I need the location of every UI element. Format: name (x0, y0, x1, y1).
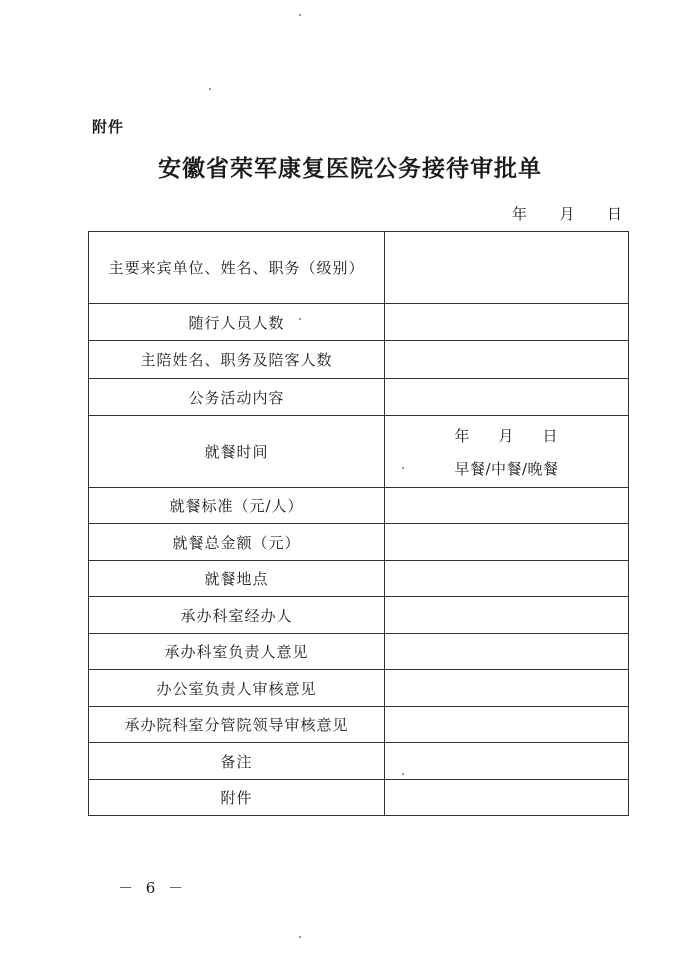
row-label-accompanying-count: 随行人员人数 (89, 304, 385, 341)
field-dining-time[interactable] (385, 416, 629, 488)
dining-date-day: 日 (542, 426, 559, 445)
field-dining-standard[interactable] (385, 488, 629, 524)
table-row (89, 304, 629, 341)
table-row (89, 524, 629, 561)
field-remarks[interactable] (385, 743, 629, 780)
table-row (89, 232, 629, 304)
table-row (89, 416, 629, 488)
document-title: 安徽省荣军康复医院公务接待审批单 (158, 155, 542, 182)
attachment-label: 附件 (92, 118, 125, 136)
table-row (89, 379, 629, 416)
row-label-dining-location: 就餐地点 (89, 561, 385, 597)
row-label-guest-info: 主要来宾单位、姓名、职务（级别） (89, 232, 385, 304)
field-guest-info[interactable] (385, 232, 629, 304)
scan-speck (209, 88, 211, 90)
row-label-handler: 承办科室经办人 (89, 597, 385, 634)
field-accompanying-count[interactable] (385, 304, 629, 341)
row-label-office-head-opinion: 办公室负责人审核意见 (89, 670, 385, 707)
dining-date-line (385, 425, 628, 446)
field-dining-total[interactable] (385, 524, 629, 561)
field-office-head-opinion[interactable] (385, 670, 629, 707)
row-label-dept-head-opinion: 承办科室负责人意见 (89, 634, 385, 670)
dining-meal-options: 早餐/中餐/晚餐 (454, 459, 559, 478)
table-row (89, 488, 629, 524)
scan-speck (402, 773, 404, 775)
page-number: － 6 － (118, 879, 188, 897)
table-row (89, 743, 629, 780)
scan-speck (402, 467, 404, 469)
scan-speck (299, 936, 301, 938)
row-label-dining-standard: 就餐标准（元/人） (89, 488, 385, 524)
table-row (89, 780, 629, 816)
dining-date-month: 月 (498, 426, 515, 445)
header-date-line (512, 203, 622, 224)
row-label-host-info: 主陪姓名、职务及陪客人数 (89, 341, 385, 379)
row-label-activity-content: 公务活动内容 (89, 379, 385, 416)
row-label-remarks: 备注 (89, 743, 385, 780)
field-handler[interactable] (385, 597, 629, 634)
field-activity-content[interactable] (385, 379, 629, 416)
table-row (89, 707, 629, 743)
field-leader-opinion[interactable] (385, 707, 629, 743)
header-date-year: 年 (512, 205, 528, 223)
row-label-dining-total: 就餐总金额（元） (89, 524, 385, 561)
scan-speck (299, 318, 301, 320)
dining-date-year: 年 (454, 426, 471, 445)
row-label-attachments: 附件 (89, 780, 385, 816)
field-host-info[interactable] (385, 341, 629, 379)
scan-speck (299, 14, 301, 16)
header-date-month: 月 (559, 205, 575, 223)
table-row (89, 670, 629, 707)
header-date-day: 日 (606, 205, 622, 223)
table-row (89, 561, 629, 597)
table-row (89, 634, 629, 670)
field-dining-location[interactable] (385, 561, 629, 597)
row-label-dining-time: 就餐时间 (89, 416, 385, 488)
field-dept-head-opinion[interactable] (385, 634, 629, 670)
field-attachments[interactable] (385, 780, 629, 816)
approval-form-table (88, 231, 629, 816)
table-row (89, 597, 629, 634)
table-row (89, 341, 629, 379)
row-label-leader-opinion: 承办院科室分管院领导审核意见 (89, 707, 385, 743)
